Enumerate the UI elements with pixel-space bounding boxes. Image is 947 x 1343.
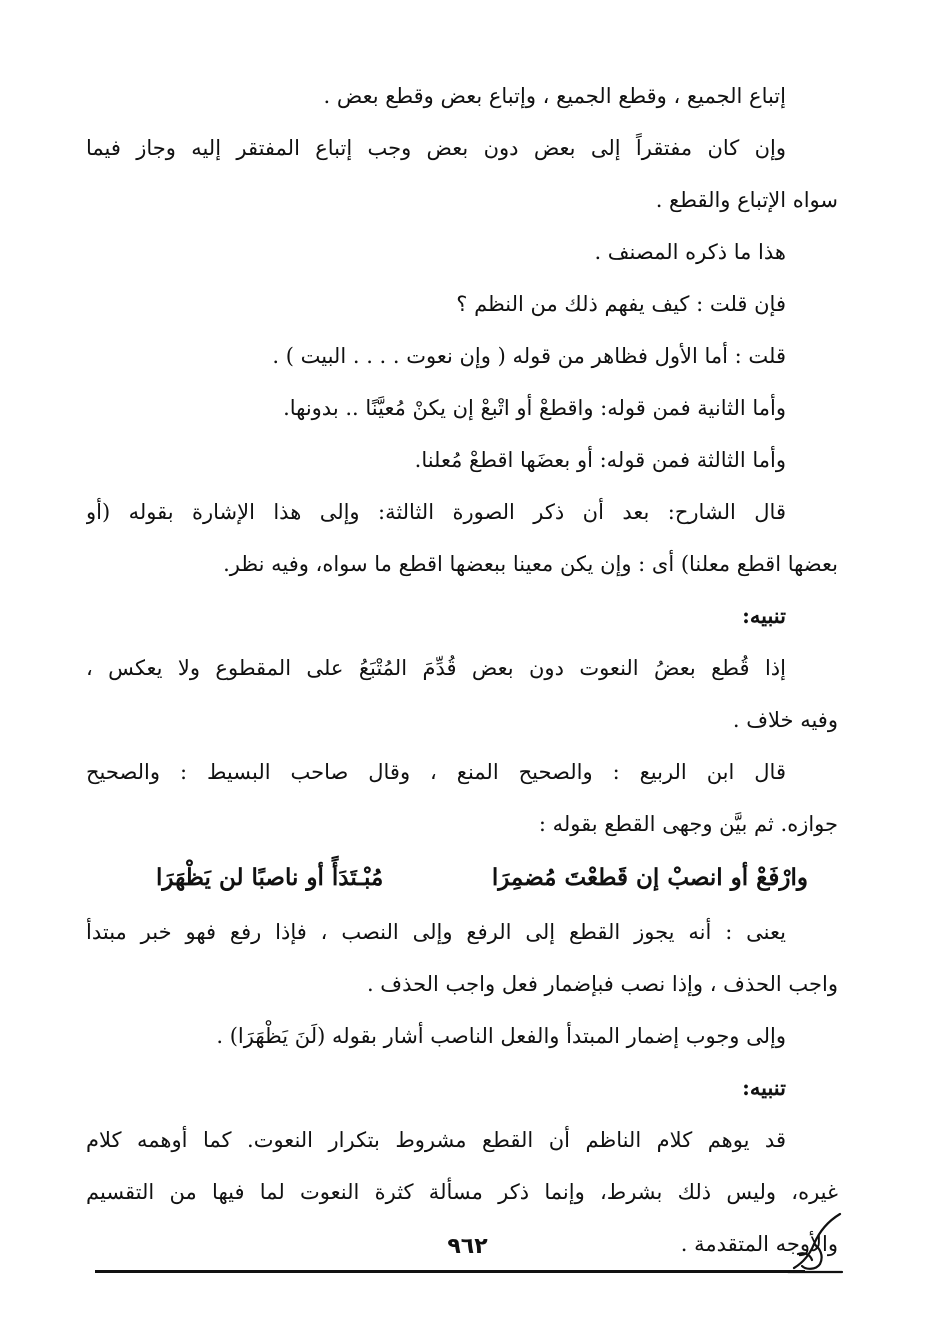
page-footer <box>95 1232 840 1292</box>
text-line: جوازه. ثم بيَّن وجهى القطع بقوله : <box>538 812 838 836</box>
text-line: بعضها اقطع معلنا) أى : وإن يكن معينا ببعضها اقطع ما سواه، وفيه نظر. <box>223 552 838 576</box>
text-line: تنبيه: <box>742 603 786 628</box>
text-line: فإن قلت : كيف يفهم ذلك من النظم ؟ <box>456 292 786 316</box>
poetry-verse <box>86 850 838 906</box>
footer-rule <box>95 1270 805 1273</box>
text-line: قد يوهم كلام الناظم أن القطع مشروط بتكرار النعوت. كما أوهمه كلام <box>86 1128 786 1152</box>
text-line: سواه الإتباع والقطع . <box>655 188 838 212</box>
text-line: يعنى : أنه يجوز القطع إلى الرفع وإلى النصب ، فإذا رفع فهو خبر مبتدأ <box>86 920 786 944</box>
text-line: وإن كان مفتقراً إلى بعض دون بعض وجب إتباع المفتقر إليه وجاز فيما <box>86 136 786 160</box>
text-line: وأما الثالثة فمن قوله: أو بعضَها اقطعْ مُعلنا. <box>414 448 786 472</box>
page-number: ٩٦٢ <box>447 1234 488 1259</box>
paragraph-group-after-verse <box>86 906 838 1270</box>
text-line: وأما الثانية فمن قوله: واقطعْ أو اتْبعْ إن يكنْ مُعيَّنًا .. بدونها. <box>283 396 786 420</box>
text-line: تنبيه: <box>742 1075 786 1100</box>
verse-second-hemistich: مُبْـتَدَأً أو ناصبًا لن يَظْهَرَا <box>156 864 384 891</box>
text-line: إذا قُطع بعضُ النعوت دون بعض قُدِّمَ المُتْبَعُ على المقطوع ولا يعكس ، <box>86 656 786 680</box>
text-line: والأوجه المتقدمة . <box>680 1232 838 1256</box>
body-text <box>86 70 838 1270</box>
text-line: غيره، وليس ذلك بشرط، وإنما ذكر مسألة كثرة النعوت لما فيها من التقسيم <box>86 1180 838 1204</box>
verse-first-hemistich: وارْفَعْ أو انصبْ إن قَطعْتَ مُضمِرَا <box>491 864 808 891</box>
text-line: قال الشارح: بعد أن ذكر الصورة الثالثة: وإلى هذا الإشارة بقوله (أو <box>86 500 786 524</box>
text-line: وفيه خلاف . <box>732 708 838 732</box>
text-line: قلت : أما الأول فظاهر من قوله ( وإن نعوت . . . . البيت ) . <box>272 344 786 368</box>
text-line: إتباع الجميع ، وقطع الجميع ، وإتباع بعض وقطع بعض . <box>323 84 786 108</box>
text-line: وإلى وجوب إضمار المبتدأ والفعل الناصب أشار بقوله (لَنَ يَظْهَرَا) . <box>216 1024 786 1048</box>
calligraphy-ornament-icon <box>784 1210 844 1276</box>
text-line: قال ابن الربيع : والصحيح المنع ، وقال صاحب البسيط : والصحيح <box>86 760 786 784</box>
text-line: واجب الحذف ، وإذا نصب فبإضمار فعل واجب الحذف . <box>366 972 838 996</box>
text-line: هذا ما ذكره المصنف . <box>594 240 786 264</box>
paragraph-group-before-verse <box>86 70 838 850</box>
